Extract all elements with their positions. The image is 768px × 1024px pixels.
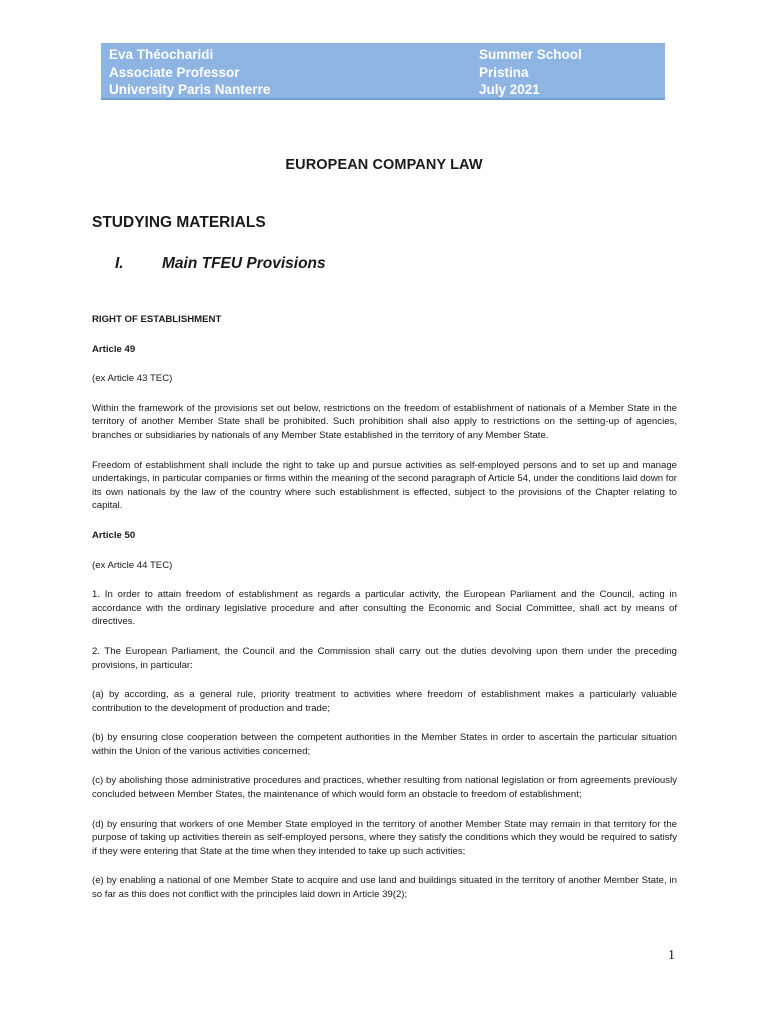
event-block	[479, 46, 657, 98]
article-50-ref: (ex Article 44 TEC)	[92, 559, 173, 571]
author-block	[109, 46, 270, 98]
event-location: Pristina	[479, 64, 529, 80]
article-50-item-d: (d) by ensuring that workers of one Member State employed in the territory of another Member State may remain in that territory for the purpose of taking up activities therein as self-employed persons, where they satisfy the conditions which they would be required to satisfy if they were entering that State at the time when they intended to take up such activities;	[92, 818, 677, 857]
article-50-item-b: (b) by ensuring close cooperation between the competent authorities in the Member States in order to ascertain the particular situation within the Union of the various activities concerned;	[92, 732, 677, 757]
subsection-title: Main TFEU Provisions	[162, 255, 326, 272]
document-header	[101, 43, 665, 100]
article-50-item-a: (a) by according, as a general rule, priority treatment to activities where freedom of establishment makes a particularly valuable contribution to the development of production and trade;	[92, 689, 677, 714]
document-body	[92, 313, 677, 918]
event-name: Summer School	[479, 47, 582, 62]
article-50-item-e: (e) by enabling a national of one Member State to acquire and use land and buildings situated in the territory of another Member State, in so far as this does not conflict with the principles laid down in Article 39(2);	[92, 875, 677, 901]
section-heading: STUDYING MATERIALS	[92, 214, 266, 231]
article-50-paragraph-2: 2. The European Parliament, the Council and the Commission shall carry out the duties devolving upon them under the preceding provisions, in particular:	[92, 645, 677, 671]
author-name: Eva Théocharidi	[109, 47, 214, 62]
subsection-number: I.	[115, 255, 124, 272]
event-date: July 2021	[479, 82, 540, 97]
article-50-item-c: (c) by abolishing those administrative procedures and practices, whether resulting from national legislation or from agreements previously concluded between Member States, the maintenance of which would form an obstacle to freedom of establishment;	[92, 775, 677, 801]
document-title: EUROPEAN COMPANY LAW	[285, 157, 483, 173]
article-50-paragraph-1: 1. In order to attain freedom of establishment as regards a particular activity, the European Parliament and the Council, acting in accordance with the ordinary legislative procedure and after consulting the Economic and Social Committee, shall act by means of directives.	[92, 589, 677, 628]
article-49-title: Article 49	[92, 343, 136, 355]
page-number: 1	[668, 948, 675, 963]
content-heading: RIGHT OF ESTABLISHMENT	[92, 314, 222, 325]
author-affiliation: University Paris Nanterre	[109, 82, 271, 97]
article-49-paragraph-2: Freedom of establishment shall include the right to take up and pursue activities as self-employed persons and to set up and manage undertakings, in particular companies or firms within the meaning of the second paragraph of Article 54, under the conditions laid down for its own nationals by the law of the country where such establishment is effected, subject to the provisions of the Chapter relating to capital.	[92, 459, 677, 512]
article-49-paragraph-1: Within the framework of the provisions set out below, restrictions on the freedom of establishment of nationals of a Member State in the territory of another Member State shall be prohibited. Such prohibition shall also apply to restrictions on the setting-up of agencies, branches or subsidiaries by nationals of any Member State established in the territory of any Member State.	[92, 402, 677, 441]
article-49-ref: (ex Article 43 TEC)	[92, 373, 173, 385]
subsection-heading	[115, 255, 326, 273]
author-title: Associate Professor	[109, 64, 240, 80]
article-50-title: Article 50	[92, 529, 136, 541]
